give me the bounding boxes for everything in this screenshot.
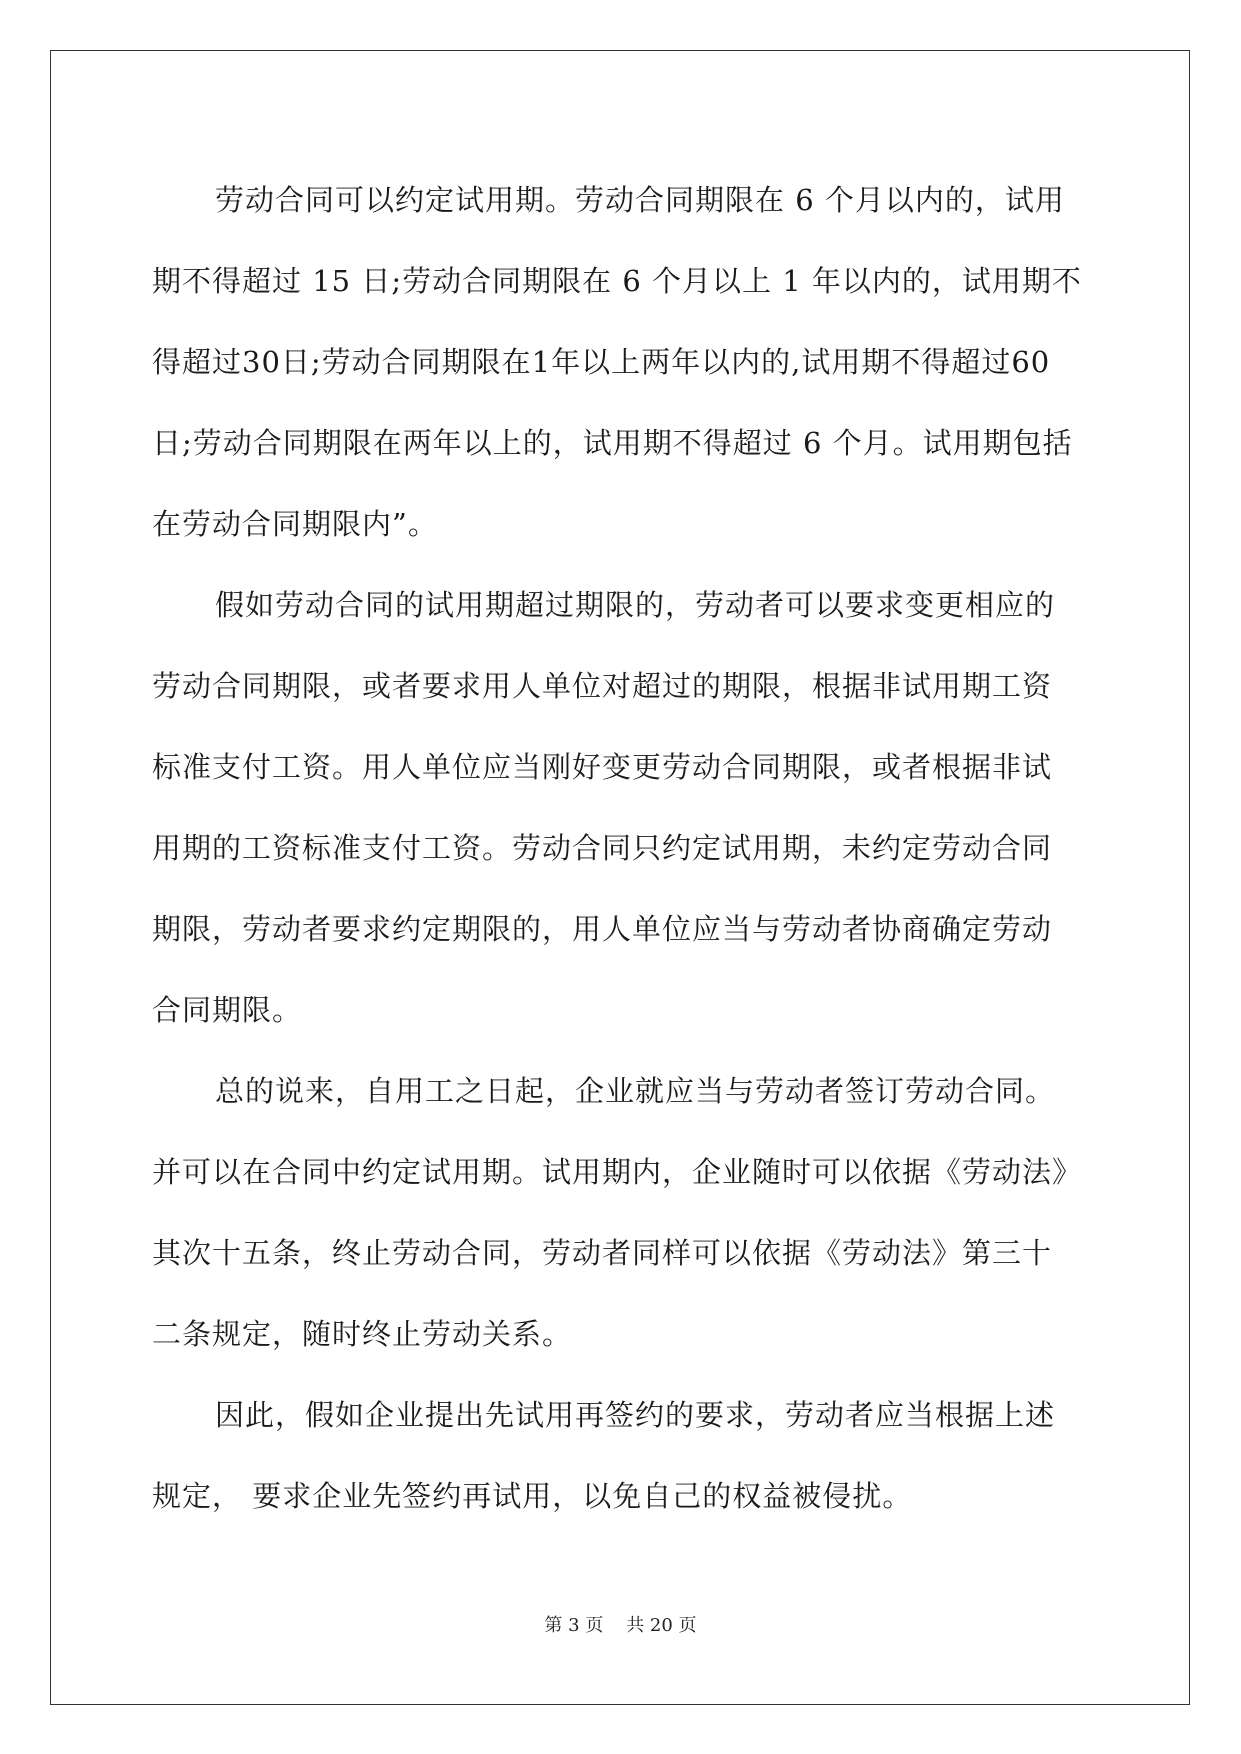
paragraph-1-line-2: 期不得超过 15 日;劳动合同期限在 6 个月以上 1 年以内的，试用期不 [152, 264, 1082, 298]
paragraph-2-line-6: 合同期限。 [152, 993, 303, 1027]
paragraph-2-line-1: 假如劳动合同的试用期超过期限的，劳动者可以要求变更相应的 [215, 588, 1056, 622]
paragraph-1-line-3: 得超过30日;劳动合同期限在1年以上两年以内的,试用期不得超过60 [152, 345, 1051, 379]
paragraph-3-line-2: 并可以在合同中约定试用期。试用期内，企业随时可以依据《劳动法》 [152, 1155, 1083, 1189]
paragraph-1-line-1: 劳动合同可以约定试用期。劳动合同期限在 6 个月以内的，试用 [215, 183, 1065, 217]
document-body [152, 160, 1082, 1537]
paragraph-1-line-4: 日;劳动合同期限在两年以上的，试用期不得超过 6 个月。试用期包括 [152, 426, 1073, 460]
paragraph-3-line-1: 总的说来，自用工之日起，企业就应当与劳动者签订劳动合同。 [215, 1074, 1056, 1108]
paragraph-3-line-4: 二条规定，随时终止劳动关系。 [152, 1317, 573, 1351]
paragraph-2-line-2: 劳动合同期限，或者要求用人单位对超过的期限，根据非试用期工资 [152, 669, 1053, 703]
paragraph-2-line-4: 用期的工资标准支付工资。劳动合同只约定试用期，未约定劳动合同 [152, 831, 1053, 865]
paragraph-4-line-2: 规定， 要求企业先签约再试用，以免自己的权益被侵扰。 [152, 1479, 913, 1513]
paragraph-2-line-3: 标准支付工资。用人单位应当刚好变更劳动合同期限，或者根据非试 [152, 750, 1053, 784]
paragraph-2-line-5: 期限，劳动者要求约定期限的，用人单位应当与劳动者协商确定劳动 [152, 912, 1053, 946]
paragraph-4-line-1: 因此，假如企业提出先试用再签约的要求，劳动者应当根据上述 [215, 1398, 1056, 1432]
page-footer [0, 1611, 1241, 1637]
paragraph-3-line-3: 其次十五条，终止劳动合同，劳动者同样可以依据《劳动法》第三十 [152, 1236, 1053, 1270]
page-number-label: 第 3 页 共 20 页 [544, 1615, 697, 1636]
paragraph-1-line-5: 在劳动合同期限内”。 [152, 507, 438, 541]
